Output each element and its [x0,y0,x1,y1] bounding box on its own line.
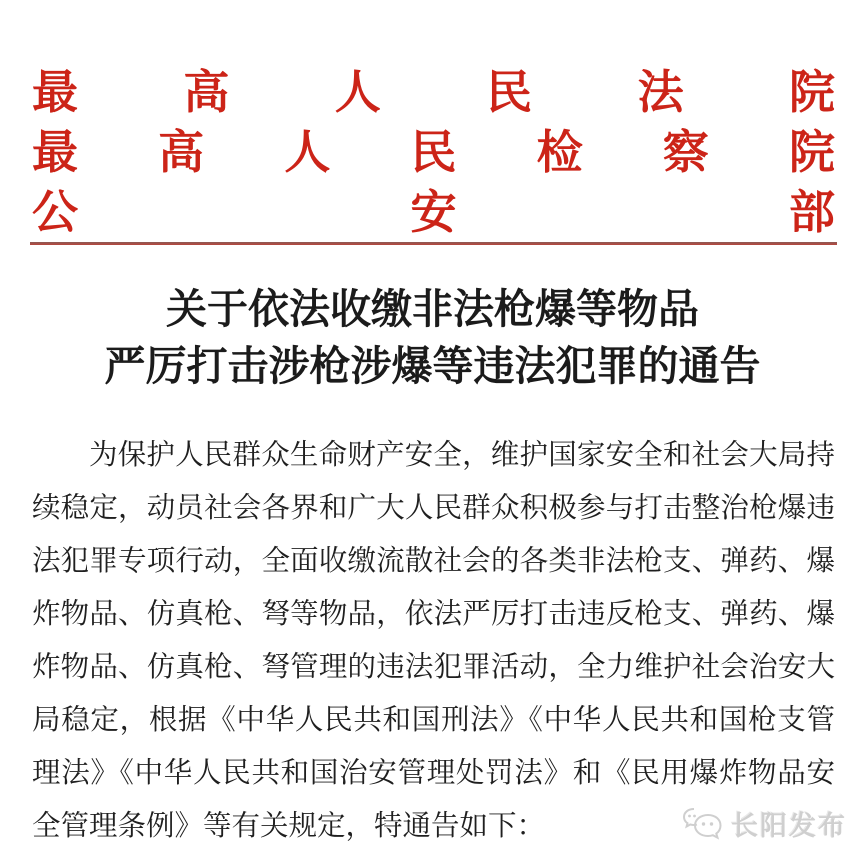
letterhead-char: 法 [637,66,684,118]
letterhead-char: 高 [183,66,230,118]
red-divider-line [30,242,837,245]
letterhead-char: 部 [789,186,835,238]
letterhead-char: 院 [788,66,835,118]
wechat-icon [680,805,724,843]
letterhead-char: 察 [662,126,709,178]
letterhead-char: 公 [32,186,78,238]
letterhead-char: 高 [158,126,205,178]
letterhead-char: 安 [410,186,457,238]
letterhead-char: 人 [334,66,381,118]
letterhead-char: 人 [284,126,331,178]
body-line: 炸物品、仿真枪、弩等物品，依法严厉打击违反枪支、弹药、爆 [32,598,835,630]
letterhead-line-public-security-ministry [32,182,835,242]
notice-title-line-1: 关于依法收缴非法枪爆等物品 [166,286,699,332]
letterhead-char: 最 [32,126,78,178]
body-paragraph [32,429,835,853]
letterhead-line-supreme-procuratorate [32,122,835,182]
body-line: 炸物品、仿真枪、弩管理的违法犯罪活动，全力维护社会治安大 [32,651,835,683]
body-line: 理法》《中华人民共和国治安管理处罚法》和《民用爆炸物品安 [32,757,835,789]
body-line: 局稳定，根据《中华人民共和国刑法》《中华人民共和国枪支管 [32,704,835,736]
letterhead-char: 民 [486,66,533,118]
watermark [680,804,847,843]
notice-title-line-2: 严厉打击涉枪涉爆等违法犯罪的通告 [104,343,761,389]
letterhead-char: 最 [32,66,78,118]
watermark-label: 长阳发布 [731,811,847,841]
letterhead-char: 检 [536,126,583,178]
body-line: 法犯罪专项行动，全面收缴流散社会的各类非法枪支、弹药、爆 [32,545,835,577]
notice-title [0,281,865,395]
letterhead-char: 院 [788,126,835,178]
letterhead-line-supreme-court [32,62,835,122]
body-line: 续稳定，动员社会各界和广大人民群众积极参与打击整治枪爆违 [32,492,835,524]
letterhead-char: 民 [410,126,457,178]
body-line: 全管理条例》等有关规定，特通告如下： [32,810,546,842]
body-line: 为保护人民群众生命财产安全，维护国家安全和社会大局持 [89,439,835,471]
letterhead [0,0,865,242]
